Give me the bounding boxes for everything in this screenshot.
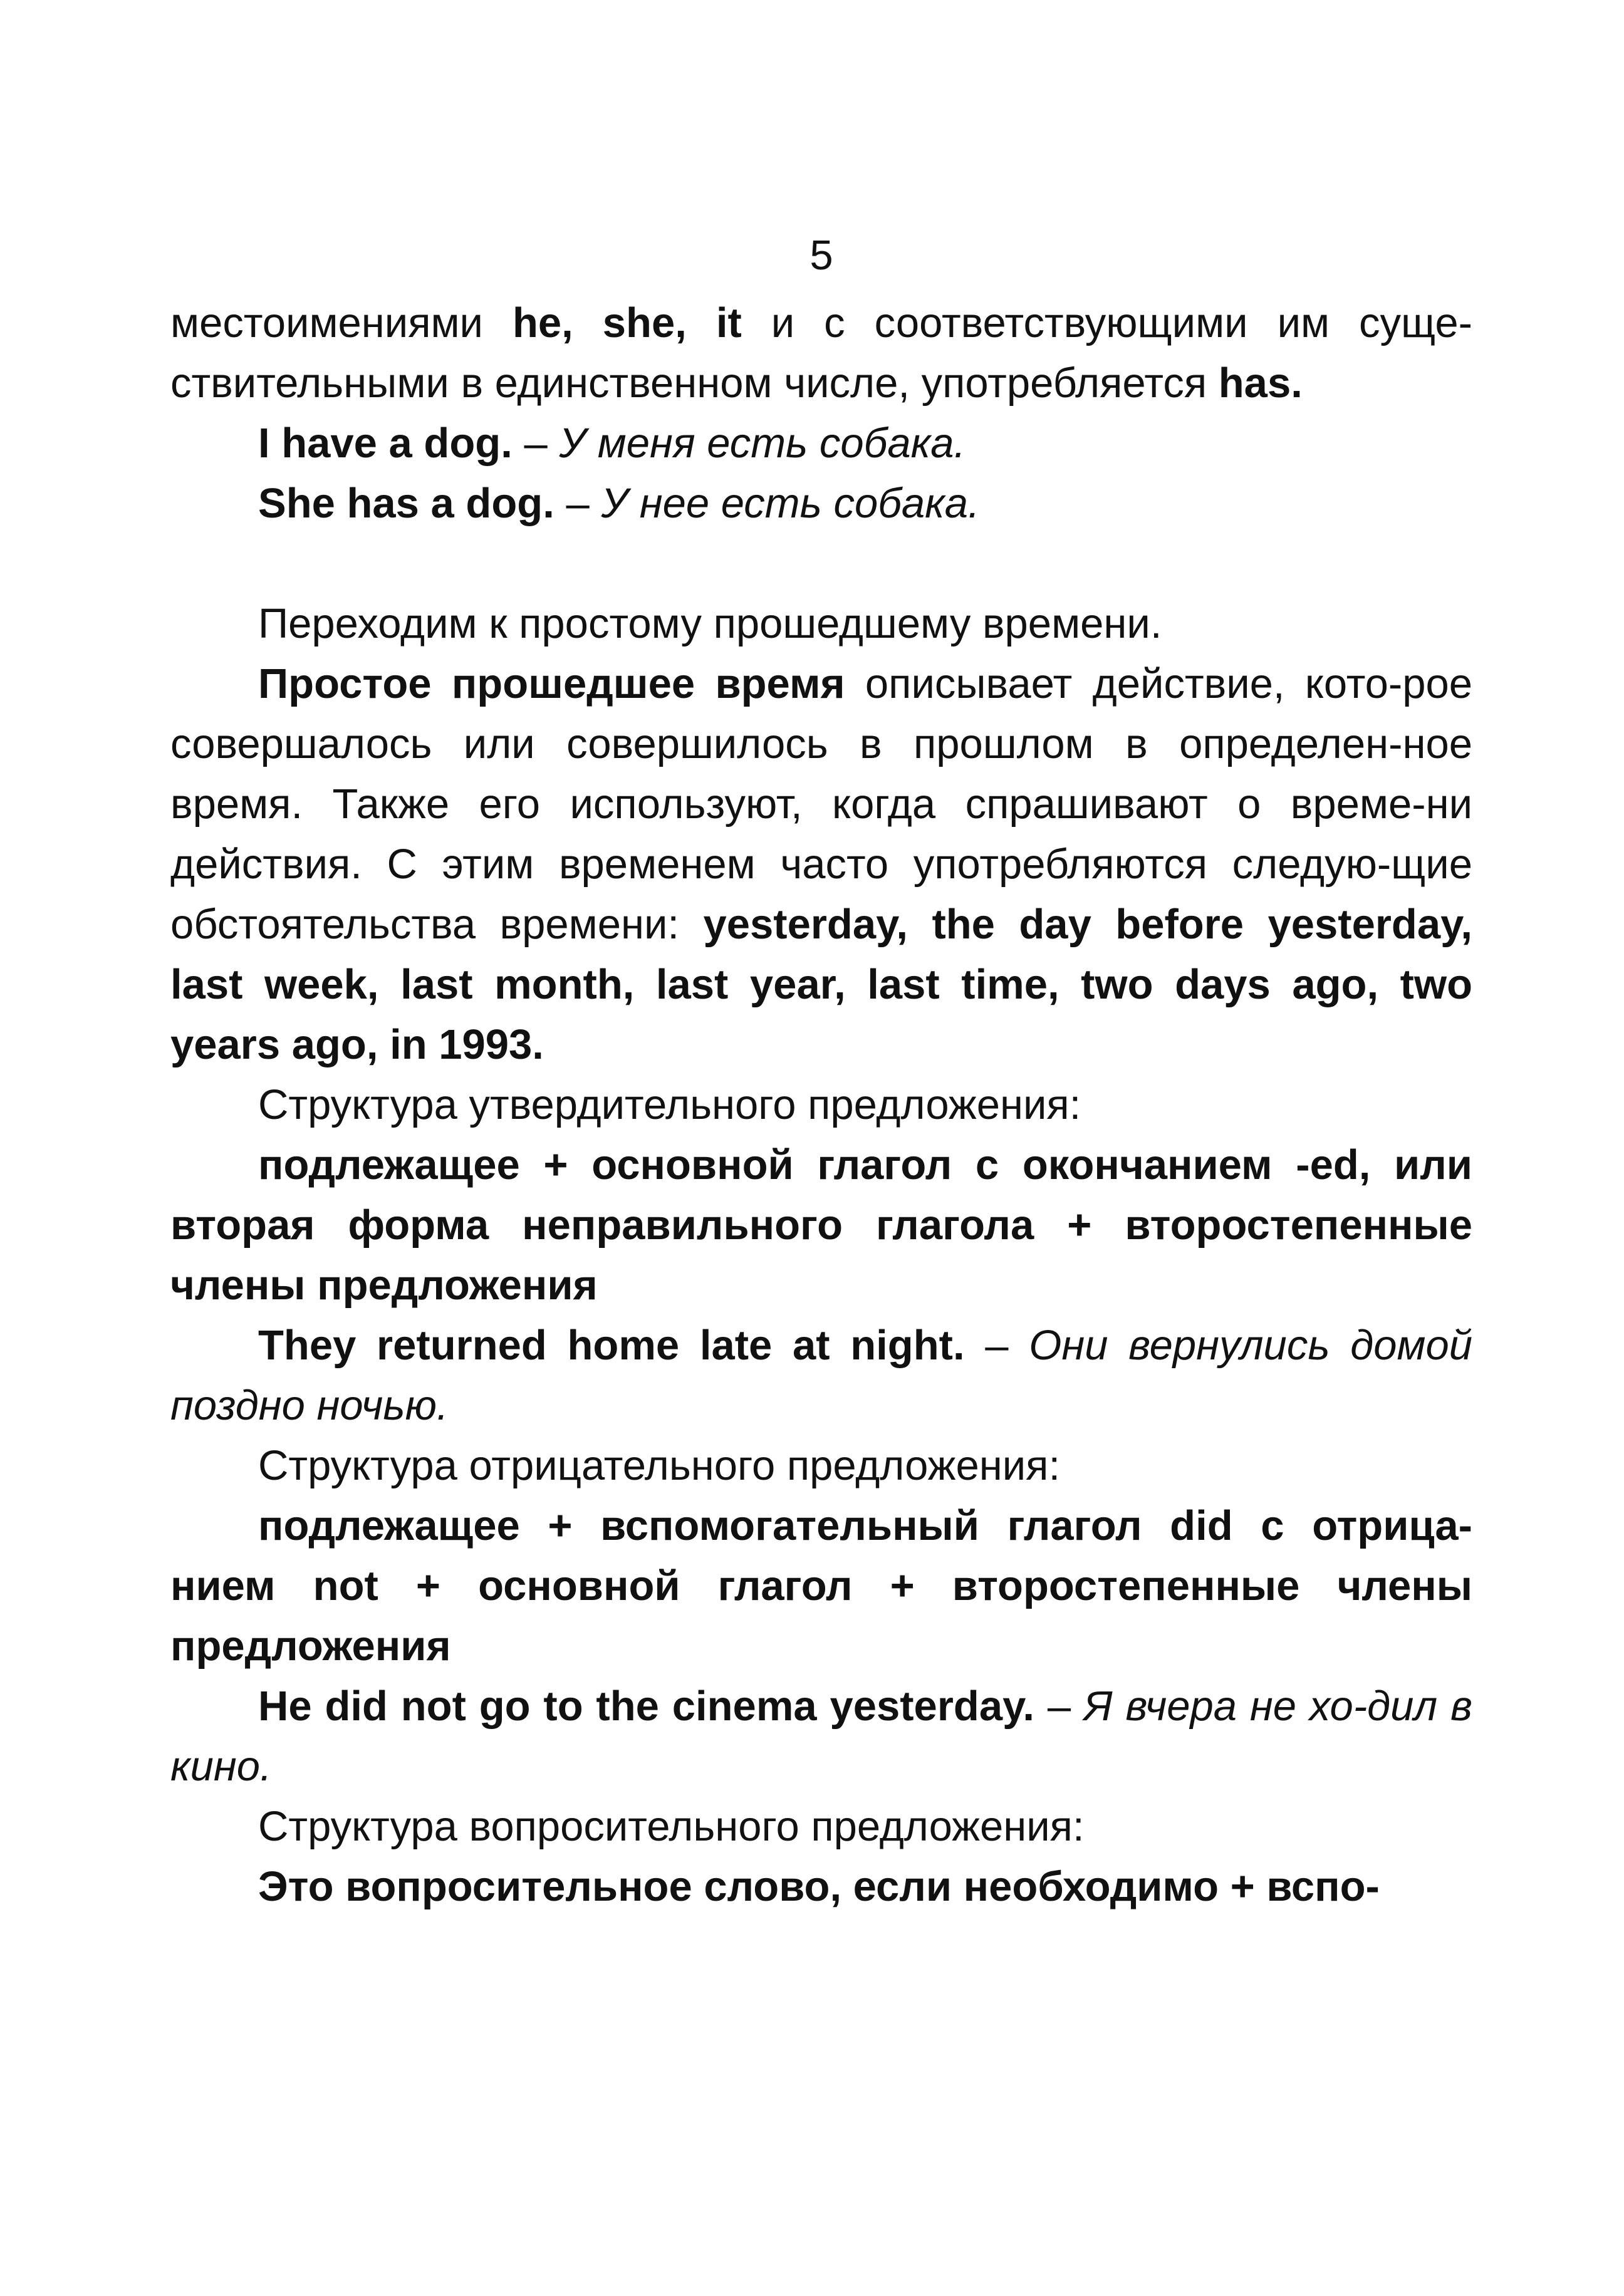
blank-line [170,534,1472,594]
question-structure-label: Структура вопросительного предложения: [258,1803,1085,1850]
dash: – [1034,1683,1084,1730]
text: местоимениями [170,299,513,346]
text: и с соответствующими им суще-ствительными в единственном числе, употребляется [170,299,1472,407]
example-translation: У меня есть собака. [559,420,966,467]
text: описывает действие, кото-рое совершалось или совершилось в прошлом в определен-ное время. Также его используют, когда спрашивают о време-ни действия. С этим временем часто употребляются следую-щие обстоятельства времени: [170,660,1473,948]
paragraph-past-simple-definition [170,654,1472,1075]
bold-pronouns: he, she, it [512,299,742,346]
paragraph-has-usage [170,293,1472,413]
affirmative-structure-formula [170,1135,1472,1316]
example-english: He did not go to the cinema yesterday. [258,1683,1034,1730]
negative-structure-formula [170,1496,1472,1676]
dash: – [964,1322,1029,1369]
example-english: I have a dog. [258,420,513,467]
document-page [170,226,1472,1917]
example-she-has-a-dog [170,474,1472,534]
example-translation: Они вернулись домой поздно ночью. [170,1322,1472,1429]
affirmative-structure-label: Структура утвердительного предложения: [258,1081,1081,1128]
affirmative-example [170,1316,1472,1436]
bold-term: Простое прошедшее время [258,660,845,707]
example-i-have-a-dog [170,413,1472,474]
negative-structure-label: Структура отрицательного предложения: [258,1442,1061,1489]
formula-text: подлежащее + вспомогательный глагол did с отрица-нием not + основной глагол + второстепенные члены предложения [170,1502,1472,1670]
example-english: She has a dog. [258,480,554,527]
negative-example [170,1676,1472,1797]
dash: – [554,480,601,527]
page-number: 5 [809,232,833,279]
paragraph-transition: Переходим к простому прошедшему времени. [258,600,1162,647]
example-english: They returned home late at night. [258,1322,965,1369]
bold-has: has. [1218,360,1303,407]
example-translation: У нее есть собака. [601,480,980,527]
question-structure-formula [170,1857,1472,1917]
example-translation: Я вчера не хо-дил в кино. [170,1683,1472,1790]
bold-time-expressions: yesterday, the day before yesterday, last week, last month, last year, last time, two days ago, two years ago, in 1993. [170,901,1472,1068]
formula-text: Это вопросительное слово, если необходимо + вспо- [258,1863,1380,1910]
dash: – [512,420,560,467]
formula-text: подлежащее + основной глагол с окончанием -ed, или вторая форма неправильного глагола + второстепенные члены предложения [170,1141,1472,1309]
